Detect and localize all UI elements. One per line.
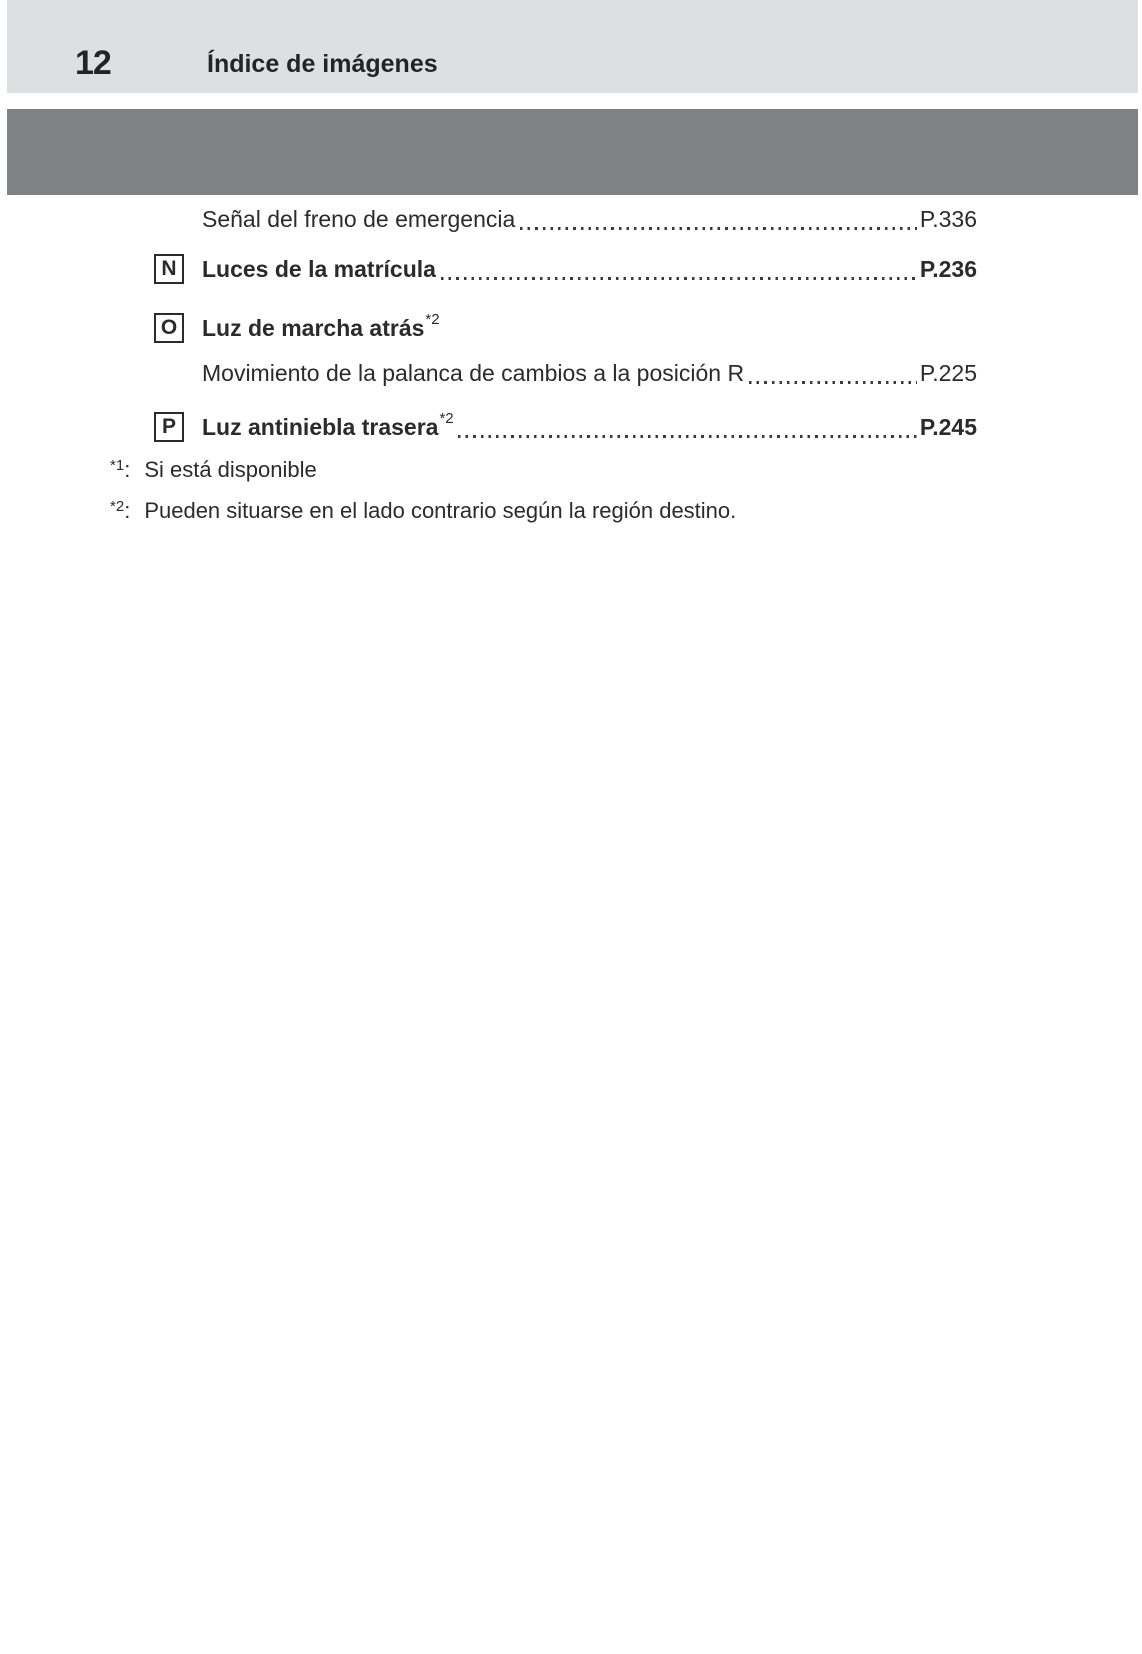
footnote-colon: : <box>124 498 131 523</box>
toc-entry <box>154 355 977 391</box>
footnote-colon: : <box>124 457 131 482</box>
toc-entry <box>154 251 977 287</box>
entry-label: Luz de marcha atrás <box>202 314 425 341</box>
page-number: 12 <box>75 44 111 82</box>
footnote-marker: *1 <box>110 457 125 474</box>
toc-entry <box>154 201 977 237</box>
page-header-bar <box>7 0 1138 93</box>
footnote-text: Si está disponible <box>144 457 317 482</box>
footnote-marker: *2 <box>110 498 125 515</box>
page-reference: P.336 <box>919 205 977 232</box>
footnote-superscript: *2 <box>439 409 454 427</box>
footnote <box>110 453 1042 487</box>
page-title: Índice de imágenes <box>207 50 438 78</box>
dot-leader <box>520 227 917 230</box>
entry-label: Señal del freno de emergencia <box>202 205 516 232</box>
entry-label: Movimiento de la palanca de cambios a la posición R <box>202 359 745 386</box>
footnote-text: Pueden situarse en el lado contrario según la región destino. <box>144 498 737 523</box>
marker-box-n: N <box>154 254 184 284</box>
marker-spacer <box>154 219 202 220</box>
toc-entry <box>154 409 977 445</box>
footnote <box>110 494 1042 528</box>
footnote-superscript: *2 <box>425 310 440 328</box>
footnote-head <box>110 457 130 483</box>
page-reference: P.245 <box>919 413 977 440</box>
entry-label: Luz antiniebla trasera <box>202 413 439 440</box>
dot-leader <box>441 277 917 280</box>
marker-spacer <box>154 373 202 374</box>
marker-box-o: O <box>154 313 184 343</box>
footnote-head <box>110 498 130 524</box>
toc-entry <box>154 310 977 346</box>
section-divider-band <box>7 109 1138 195</box>
marker-box-p: P <box>154 412 184 442</box>
page-reference: P.225 <box>919 359 977 386</box>
page-reference: P.236 <box>919 255 977 282</box>
dot-leader <box>749 381 917 384</box>
dot-leader <box>458 435 917 438</box>
entry-label: Luces de la matrícula <box>202 255 436 282</box>
